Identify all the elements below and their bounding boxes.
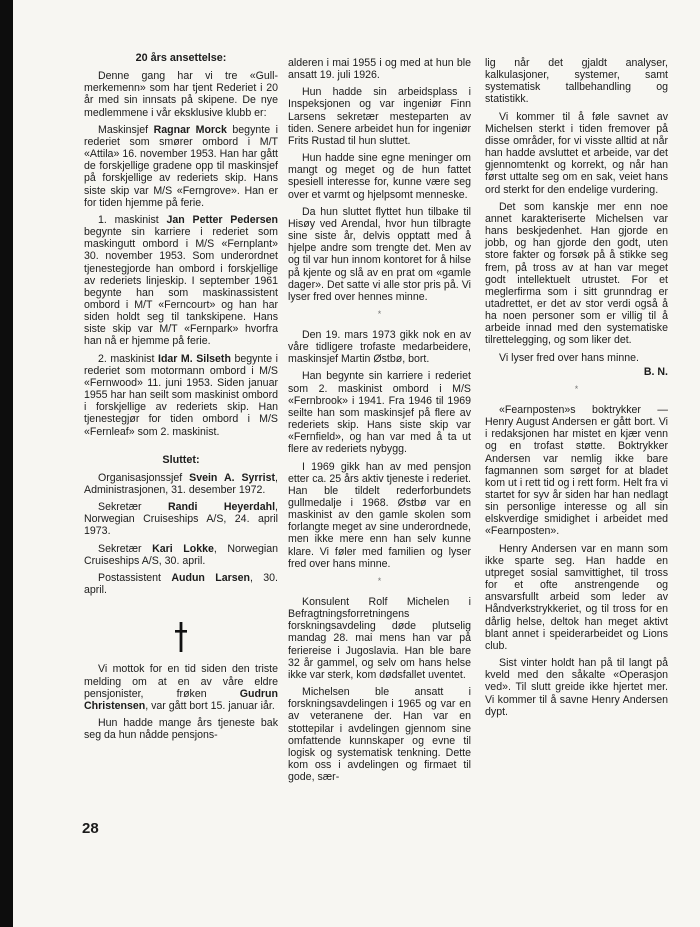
paragraph: Michelsen ble ansatt i forskningsavdelingen i 1965 og var en av veteranene der. Han var en stottepilar i avdelingen gjennom sine omfattende kunnskaper og evne til logisk og systematisk tenkning. Dette kom oss i avdelingen og firmaet til gode, sær- <box>288 686 471 784</box>
person-name: Svein A. Syrrist <box>189 471 276 484</box>
paragraph: Henry Andersen var en mann som ikke sparte seg. Han hadde en utpreget sosial samvittighet, til tross for et ofte anstrengende og ansvarsfullt arbeid som leder av Håndverkstrykkeriet, og til tross for en dårlig helse, deltok han meget aktivt blant annet i speiderarbeidet og Lions club. <box>485 542 668 652</box>
section-heading-anniversary: 20 års ansettelse: <box>135 52 227 64</box>
cross-icon <box>84 622 278 655</box>
column-left <box>84 52 278 746</box>
page-number: 28 <box>82 820 99 837</box>
paragraph: Vi kommer til å føle savnet av Michelsen sterkt i tiden fremover på disse områder, for vi visste alltid at når han hadde avsluttet et arbeide, var det gjennomtenkt og korrekt, og når han først uttalte seg om en sak, veiet hans ord sterkt for den endelige vurdering. <box>485 110 668 196</box>
paragraph: «Fearnposten»s boktrykker — Henry August Andersen er gått bort. Vi i redaksjonen har mistet en kjær venn og en trofast støtte. Boktrykker Andersen var nemlig ikke bare fagmannen som sørget for at bladet kom ut i rett tid og i rett form. Helt fra vi startet for syv år siden har han nedlagt sin personlige interesse og all sin elskverdige smidighet i arbeidet med «Fearnposten». <box>485 403 668 538</box>
text: begynte sin karriere i rederiet som maskingutt ombord i M/S «Fernplant» 30. november 1953. Som underordnet tjenestegjorde han ombord i forskjellige av rederiets linjeskip. I september 1961 begynte han som maskinassistent ombord i M/T «Ferncourt» og han har siden holdt seg til tankskipene. Hans siste skip var M/T «Fernpark» hvorfra han nå er hjemme på ferie. <box>84 226 278 348</box>
quit-entry <box>84 543 278 567</box>
separator-asterisk: * <box>377 308 382 319</box>
person-name: Randi Heyerdahl <box>167 501 276 514</box>
paragraph: Vi lyser fred over hans minne. <box>499 351 639 364</box>
paragraph: Hun hadde sin arbeidsplass i Inspeksjonen og var ingeniør Finn Larsens sekretær mesteparten av tiden. Senere arbeidet hun for ingeniør Frits Rustad til hun sluttet. <box>288 86 471 147</box>
paragraph: Den 19. mars 1973 gikk nok en av våre tidligere trofaste medarbeidere, maskinsjef Martin Østbø, bort. <box>288 328 471 366</box>
quit-entry <box>84 572 278 596</box>
paragraph: Det som kanskje mer enn noe annet karakteriserte Michelsen var hans beskjedenhet. Han gjorde en jobb, og han gjorde den godt, uten store fakter og forsøk på å stikke seg frem, på tross av at han var meget godt intellektuelt utrustet. For et meglerfirma som i sitt grunndrag er utadrettet, er det av stor verdi også å ha noen personer som er villig til å arbeide innad med den systematiske tilrettelegging, og som liker det. <box>485 200 668 347</box>
person-name: Idar M. Silseth <box>158 352 231 365</box>
text: begynte i rederiet som smører ombord i M/T «Attila» 16. november 1953. Han har gått de forskjellige gradene opp til maskinsjef på forskjellige av rederiets skip. Hans siste skip var M/S «Ferngrove». Han er for tiden hjemme på ferie. <box>84 123 278 209</box>
text: , var gått bort 15. januar iår. <box>145 699 275 712</box>
paragraph-pedersen <box>84 214 278 348</box>
author-signature: B. N. <box>643 365 668 378</box>
paragraph: Da hun sluttet flyttet hun tilbake til Hisøy ved Arendal, hvor hun tilbragte sine siste år, delvis opptatt med å hjelpe andre som trengte det. Men av og til var hun innom kontoret for å hilse på kjente og slå av en prat om «gamle dager». Det satte vi alle stor pris på. Vi lyser fred over hennes minne. <box>288 205 471 303</box>
text: Sekretær <box>98 542 153 555</box>
text: Organisasjonssjef <box>98 471 190 484</box>
text: 2. maskinist <box>98 352 158 365</box>
person-name: Ragnar Morck <box>153 123 227 136</box>
column-middle <box>288 57 471 788</box>
separator-asterisk: * <box>377 575 382 586</box>
text: , Administrasjonen, 31. desember 1972. <box>84 471 278 496</box>
intro-paragraph: Denne gang har vi tre «Gull-merkemenn» som har tjent Rederiet i 20 år med sin innsats på skipene. De nye medlemmene i vår eksklusive klubb er: <box>84 70 278 119</box>
section-heading-quit: Sluttet: <box>162 453 200 466</box>
quit-entry <box>84 472 278 496</box>
person-name: Audun Larsen <box>171 571 250 584</box>
column-right <box>485 57 668 723</box>
quit-entry <box>84 501 278 537</box>
paragraph: Hun hadde sine egne meninger om mangt og meget og de hun fattet spesiell interesse for, kunne være seg over et varmt og hjelpsomt menneske. <box>288 152 471 201</box>
obituary-christensen <box>84 663 278 712</box>
paragraph: Sist vinter holdt han på til langt på kveld med den såkalte «Operasjon ved». Til slutt greide ikke hjertet mer. Vi kommer til å savne Henry Andersen dypt. <box>485 657 668 718</box>
scan-edge <box>0 0 13 927</box>
separator-asterisk: * <box>574 383 579 394</box>
paragraph-silseth <box>84 353 278 438</box>
text: Postassistent <box>98 571 172 584</box>
text: Maskinsjef <box>98 123 154 136</box>
text: begynte i rederiet som motormann ombord i M/S «Fernwood» 11. juni 1953. Siden januar 1955 har han seilt som maskinist ombord i forskjellige av rederiets skip. Han tjenestegjør for tiden ombord i M/S «Fernleaf» som 2. maskinist. <box>84 352 278 438</box>
text: , 30. april. <box>84 571 278 597</box>
paragraph: I 1969 gikk han av med pensjon etter ca. 25 års aktiv tjeneste i rederiet. Han ble tildelt rederforbundets gullmedalje i 1968. Østbø var en maskinist av den gamle skolen som forlangte meget av sine underordnede, men ikke mere enn han selv kunne klare. Vi føler med familien og lyser fred over hans minne. <box>288 460 471 570</box>
text: , Norwegian Cruiseships A/S, 30. april. <box>84 542 278 567</box>
paragraph: lig når det gjaldt analyser, kalkulasjoner, systemer, samt systematisk tallbehandling og statistikk. <box>485 57 668 106</box>
obituary-christensen-cont: Hun hadde mange års tjeneste bak seg da hun nådde pensjons- <box>84 717 278 742</box>
paragraph: alderen i mai 1955 i og med at hun ble ansatt 19. juli 1926. <box>288 57 471 82</box>
paragraph: Han begynte sin karriere i rederiet som 2. maskinist ombord i M/S «Fernbrook» i 1941. Fra 1946 til 1969 seilte han som maskinsjef på flere av rederiets skip. Hans siste skip var «Fernfield», og han var med å ta ut flere av rederiets nybygg. <box>288 370 471 456</box>
paragraph: Konsulent Rolf Michelen i Befragtningsforretningens forskningsavdeling døde plutselig mandag 28. mai mens han var på feriereise i Jugoslavia. Han ble bare 32 år gammel, og selv om hans helse ikke var sterk, kom dødsfallet uventet. <box>288 595 471 681</box>
person-name: Gudrun Christensen <box>84 687 278 712</box>
person-name: Kari Lokke <box>152 542 214 555</box>
text: Vi mottok for en tid siden den triste melding om at en av våre eldre pensjonister, frøken <box>84 663 278 700</box>
person-name: Jan Petter Pedersen <box>166 213 278 226</box>
text: 1. maskinist <box>98 213 167 226</box>
paragraph-morck <box>84 124 278 209</box>
text: , Norwegian Cruiseships A/S, 24. april 1973. <box>84 501 278 538</box>
text: Sekretær <box>98 501 168 514</box>
